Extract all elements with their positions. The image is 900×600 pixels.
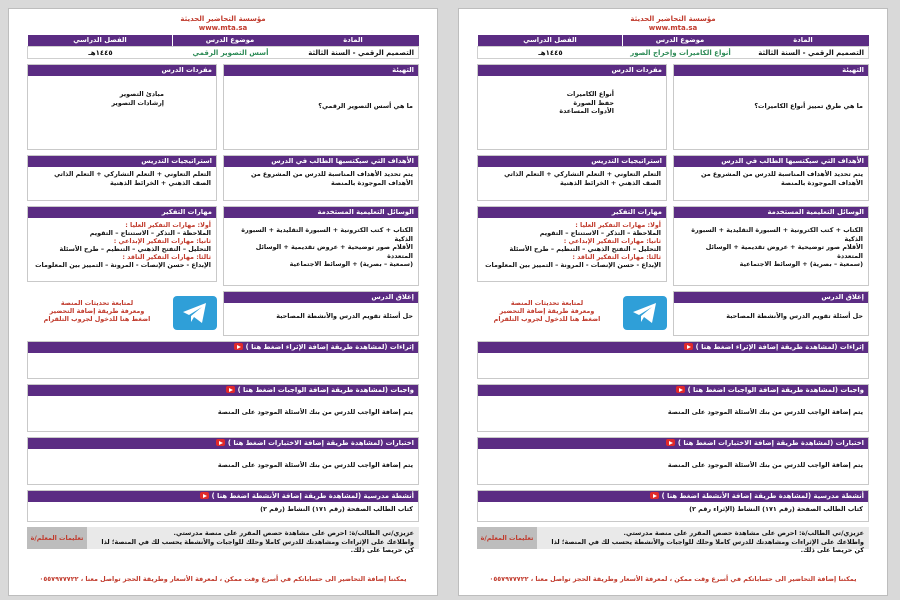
- header-labels: [27, 35, 419, 46]
- homework-title: واجبات: [840, 386, 864, 394]
- closing-text: حل أسئلة تقويم الدرس والأنشطة المصاحبة: [276, 312, 413, 320]
- enrichment-box: [27, 341, 419, 379]
- activities-text: كتاب الطالب الصفحة (رقم ١٧١) النشاط (رقم ٢): [260, 505, 413, 513]
- youtube-icon[interactable]: [216, 439, 225, 446]
- contact-footer: يمكننا إضافة التحاضير الى حساباتكم في أسرع وقت ممكن ، لمعرفة الأسعار وطريقة الحجز تواصل معنا ، ٠٥٥٧٩٧٧٧٢٢: [39, 575, 407, 583]
- telegram-line-1: لمتابعة تحديثات المنصة: [60, 298, 134, 307]
- thinking-heading-1: أولا: مهارات التفكير العليا :: [125, 221, 211, 229]
- homework-text: يتم إضافة الواجب للدرس من بنك الأسئلة الموجود على المنصة: [667, 408, 863, 416]
- strategies-line-2: الصف الذهني + الخرائط الذهنية: [560, 178, 661, 187]
- vocab-item: أنواع الكاميرات: [566, 90, 614, 98]
- media-title: الوسائل التعليمية المستخدمة: [224, 207, 418, 218]
- vocab-title: مفردات الدرس: [28, 65, 216, 76]
- goals-box: [223, 155, 419, 201]
- contact-footer: يمكننا إضافة التحاضير الى حساباتكم في أسرع وقت ممكن ، لمعرفة الأسعار وطريقة الحجز تواصل معنا ، ٠٥٥٧٩٧٧٧٢٢: [489, 575, 857, 583]
- tests-box: [27, 437, 419, 485]
- enrichment-link[interactable]: (لمشاهدة طريقة إضافة الإثراء اضغط هنا ): [695, 343, 838, 351]
- strategies-line-1: التعلم التعاوني + التعلم التشاركي + التعلم الذاتي: [504, 170, 661, 178]
- subject-label: المادة: [737, 35, 869, 46]
- thinking-text-2: التحليل – التفتح الذهني – التنظيم – طرح الأسئلة: [59, 245, 211, 253]
- media-line-1: الكتاب + كتب الكترونية + السبورة التقليدية + السبورة الذكية: [241, 226, 413, 243]
- term-value: ١٤٤٥هـ: [88, 49, 113, 57]
- topic-value: أسس التصوير الرقمي: [192, 49, 269, 57]
- homework-text: يتم إضافة الواجب للدرس من بنك الأسئلة الموجود على المنصة: [217, 408, 413, 416]
- closing-text: حل أسئلة تقويم الدرس والأنشطة المصاحبة: [726, 312, 863, 320]
- telegram-promo[interactable]: [27, 285, 217, 336]
- vocab-item: مبادئ التصوير: [119, 90, 164, 98]
- thinking-heading-3: ثالثا: مهارات التفكير الناقد :: [572, 253, 661, 261]
- homework-title: واجبات: [390, 386, 414, 394]
- youtube-icon[interactable]: [650, 492, 659, 499]
- media-line-2: الأقلام صور توضيحية + عروض تقديمية + الوسائل المتعددة: [705, 243, 863, 260]
- enrichment-box: [477, 341, 869, 379]
- youtube-icon[interactable]: [676, 386, 685, 393]
- goals-text: يتم تحديد الأهداف المناسبة للدرس من المشروع من الأهداف الموجودة بالمنصة: [700, 170, 863, 187]
- term-label: الفصل الدراسي: [477, 35, 622, 46]
- notes-label: تعليمات المعلم/ة: [477, 527, 537, 549]
- teacher-notes: [477, 527, 869, 554]
- tests-text: يتم إضافة الواجب للدرس من بنك الأسئلة الموجود على المنصة: [667, 461, 863, 469]
- org-name: مؤسسة التحاضير الحديثة: [180, 15, 266, 23]
- media-box: [223, 206, 419, 286]
- goals-title: الأهداف التي سيكتسبها الطالب في الدرس: [224, 156, 418, 167]
- subject-value: التصميم الرقمي - السنة الثالثة: [758, 49, 864, 57]
- activities-title: أنشطة مدرسية: [813, 492, 864, 500]
- thinking-box: [27, 206, 217, 282]
- media-line-3: (سمعية – بصرية) + الوسائط الاجتماعية: [739, 260, 863, 268]
- tests-box: [477, 437, 869, 485]
- term-value: ١٤٤٥هـ: [538, 49, 563, 57]
- tests-title: اختبارات: [835, 439, 864, 447]
- intro-text: ما هي أسس التصوير الرقمي؟: [318, 102, 413, 110]
- thinking-text-3: الإبداع - حسن الإنصات - المرونة – التمييز بين المعلومات: [485, 261, 661, 269]
- telegram-line-3: اضغط هنا للدخول لجروب التلقرام: [43, 314, 151, 323]
- telegram-line-2: ومعرفة طريقة إضافة التحضير: [49, 306, 145, 315]
- thinking-text-3: الإبداع - حسن الإنصات - المرونة – التمييز بين المعلومات: [35, 261, 211, 269]
- subject-label: المادة: [287, 35, 419, 46]
- youtube-icon[interactable]: [200, 492, 209, 499]
- telegram-line-3: اضغط هنا للدخول لجروب التلقرام: [493, 314, 601, 323]
- vocab-item: الأدوات المساعدة: [559, 107, 614, 115]
- media-line-3: (سمعية – بصرية) + الوسائط الاجتماعية: [289, 260, 413, 268]
- enrichment-link[interactable]: (لمشاهدة طريقة إضافة الإثراء اضغط هنا ): [245, 343, 388, 351]
- homework-box: [477, 384, 869, 432]
- youtube-icon[interactable]: [684, 343, 693, 350]
- youtube-icon[interactable]: [234, 343, 243, 350]
- header-values: [27, 46, 419, 59]
- thinking-title: مهارات التفكير: [478, 207, 666, 218]
- activities-text: كتاب الطالب الصفحة (رقم ١٧١) النشاط (الإثراء رقم ٢): [689, 505, 863, 513]
- thinking-text-2: التحليل – التفتح الذهني – التنظيم – طرح الأسئلة: [509, 245, 661, 253]
- closing-box: [223, 291, 419, 336]
- tests-title: اختبارات: [385, 439, 414, 447]
- goals-title: الأهداف التي سيكتسبها الطالب في الدرس: [674, 156, 868, 167]
- notes-line-2: واطلاعك على الإثراءات ومشاهدتك للدرس كاملا وحلك للواجبات والأنشطة يحسب لك في المنصة؛ لذا كن حريصا على ذلك.: [101, 537, 414, 554]
- activities-box: [27, 490, 419, 522]
- notes-label: تعليمات المعلم/ة: [27, 527, 87, 549]
- goals-box: [673, 155, 869, 201]
- strategies-line-2: الصف الذهني + الخرائط الذهنية: [110, 178, 211, 187]
- activities-link[interactable]: (لمشاهدة طريقة إضافة الأنشطة اضغط هنا ): [661, 492, 812, 500]
- telegram-icon[interactable]: [623, 296, 667, 330]
- intro-box: [673, 64, 869, 150]
- notes-line-2: واطلاعك على الإثراءات ومشاهدتك للدرس كاملا وحلك للواجبات والأنشطة يحسب لك في المنصة؛ لذا كن حريصا على ذلك.: [551, 537, 864, 554]
- vocab-item: إرشادات التصوير: [111, 98, 164, 107]
- intro-text: ما هي طرق تمييز أنواع الكاميرات؟: [754, 102, 863, 110]
- thinking-title: مهارات التفكير: [28, 207, 216, 218]
- vocab-title: مفردات الدرس: [478, 65, 666, 76]
- thinking-box: [477, 206, 667, 282]
- org-url[interactable]: www.mta.sa: [198, 24, 248, 32]
- enrichment-title: إثراءات: [839, 343, 864, 351]
- topic-label: موضوع الدرس: [172, 35, 287, 46]
- vocab-item: حفظ الصورة: [573, 98, 614, 107]
- enrichment-title: إثراءات: [389, 343, 414, 351]
- homework-link[interactable]: (لمشاهدة طريقة إضافة الواجبات اضغط هنا ): [237, 386, 388, 394]
- telegram-line-1: لمتابعة تحديثات المنصة: [510, 298, 584, 307]
- thinking-heading-1: أولا: مهارات التفكير العليا :: [575, 221, 661, 229]
- goals-text: يتم تحديد الأهداف المناسبة للدرس من المشروع من الأهداف الموجودة بالمنصة: [250, 170, 413, 187]
- closing-box: [673, 291, 869, 336]
- telegram-promo[interactable]: [477, 285, 667, 336]
- thinking-text-1: الملاحظة – التذكر – الاستنتاج – التقويم: [539, 229, 661, 237]
- notes-line-1: عزيزي/تي الطالب/ة: احرص على مشاهدة حصص المقرر على منصة مدرستي.: [623, 529, 864, 537]
- term-label: الفصل الدراسي: [27, 35, 172, 46]
- tests-text: يتم إضافة الواجب للدرس من بنك الأسئلة الموجود على المنصة: [217, 461, 413, 469]
- thinking-heading-2: ثانيا: مهارات التفكير الإبداعي :: [563, 237, 661, 245]
- lesson-plan-page-left: [8, 8, 438, 596]
- thinking-heading-3: ثالثا: مهارات التفكير الناقد :: [122, 253, 211, 261]
- notes-line-1: عزيزي/تي الطالب/ة: احرص على مشاهدة حصص المقرر على منصة مدرستي.: [173, 529, 414, 537]
- strategies-title: استراتيجيات التدريس: [28, 156, 216, 167]
- thinking-heading-2: ثانيا: مهارات التفكير الإبداعي :: [113, 237, 211, 245]
- closing-title: إغلاق الدرس: [224, 292, 418, 303]
- media-line-2: الأقلام صور توضيحية + عروض تقديمية + الوسائل المتعددة: [255, 243, 413, 260]
- strategies-line-1: التعلم التعاوني + التعلم التشاركي + التعلم الذاتي: [54, 170, 211, 178]
- lesson-plan-page-right: [458, 8, 888, 596]
- vocab-box: [27, 64, 217, 150]
- intro-title: التهيئة: [674, 65, 868, 76]
- org-name: مؤسسة التحاضير الحديثة: [630, 15, 716, 23]
- strategies-box: [477, 155, 667, 201]
- vocab-box: [477, 64, 667, 150]
- activities-box: [477, 490, 869, 522]
- intro-title: التهيئة: [224, 65, 418, 76]
- homework-link[interactable]: (لمشاهدة طريقة إضافة الواجبات اضغط هنا ): [687, 386, 838, 394]
- vocab-list: [478, 76, 666, 119]
- thinking-text-1: الملاحظة – التذكر – الاستنتاج – التقويم: [89, 229, 211, 237]
- header-values: [477, 46, 869, 59]
- strategies-title: استراتيجيات التدريس: [478, 156, 666, 167]
- media-line-1: الكتاب + كتب الكترونية + السبورة التقليدية + السبورة الذكية: [691, 226, 863, 243]
- media-title: الوسائل التعليمية المستخدمة: [674, 207, 868, 218]
- closing-title: إغلاق الدرس: [674, 292, 868, 303]
- telegram-line-2: ومعرفة طريقة إضافة التحضير: [499, 306, 595, 315]
- tests-link[interactable]: (لمشاهدة طريقة إضافة الاختبارات اضغط هنا ): [677, 439, 834, 447]
- vocab-list: [28, 76, 216, 110]
- topic-label: موضوع الدرس: [622, 35, 737, 46]
- homework-box: [27, 384, 419, 432]
- subject-value: التصميم الرقمي - السنة الثالثة: [308, 49, 414, 57]
- topic-value: أنواع الكاميرات وإخراج الصور: [630, 49, 731, 57]
- strategies-box: [27, 155, 217, 201]
- header-labels: [477, 35, 869, 46]
- tests-link[interactable]: (لمشاهدة طريقة إضافة الاختبارات اضغط هنا ): [227, 439, 384, 447]
- youtube-icon[interactable]: [666, 439, 675, 446]
- media-box: [673, 206, 869, 286]
- org-url[interactable]: www.mta.sa: [648, 24, 698, 32]
- telegram-icon[interactable]: [173, 296, 217, 330]
- intro-box: [223, 64, 419, 150]
- activities-title: أنشطة مدرسية: [363, 492, 414, 500]
- youtube-icon[interactable]: [226, 386, 235, 393]
- activities-link[interactable]: (لمشاهدة طريقة إضافة الأنشطة اضغط هنا ): [211, 492, 362, 500]
- teacher-notes: [27, 527, 419, 554]
